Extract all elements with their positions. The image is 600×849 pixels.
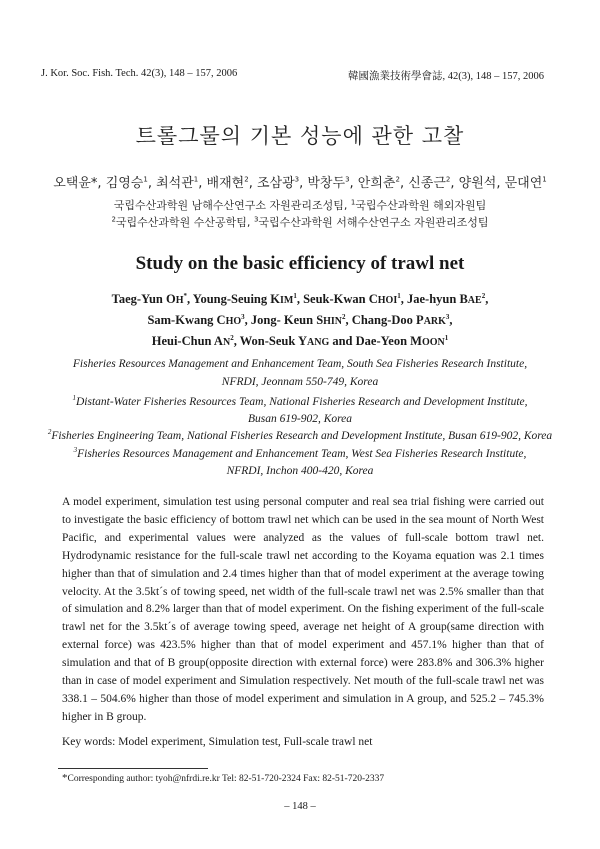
footnote-divider (58, 768, 208, 769)
korean-author-list: 오택윤*, 김영승$^1$, 최석관$^1$, 배재현$^2$, 조삼광$^3$, 박창두$^3$, 안희춘$^2$, 신종근$^2$, 양원석, 문대연$^1$ (53, 175, 547, 191)
affiliation-marker: 1 (293, 292, 297, 300)
abstract-line: Simulation respectively. Net mouth of the full-scale trawl net was 338.1 – 504.6% higher than those of (62, 675, 544, 705)
abstract-line: simulation and 2.4 times higher than that of model experiment at the average towing velocity. At the 3.5kt´s (62, 567, 544, 598)
english-affiliation (0, 442, 600, 481)
affiliation-marker: 3 (241, 313, 245, 321)
author-surname: OON (421, 337, 445, 349)
abstract-line: average towing speed, average net height of A group(same direction with external force) was 423.5% higher (62, 621, 545, 652)
abstract-line: A model experiment, simulation test using personal computer and real sea trial fishing were carried out to (62, 496, 544, 526)
author-given-name: Young-Seuing (192, 292, 271, 307)
english-affiliation (0, 390, 600, 429)
author-surname-initial: B (459, 292, 468, 307)
keywords: Key words: Model experiment, Simulation test, Full-scale trawl net (62, 736, 373, 748)
affiliation-marker: 3 (294, 175, 300, 184)
author-surname: IM (280, 295, 294, 307)
author-name-ko: 조삼광 (256, 176, 295, 191)
affiliation-marker: 3 (445, 313, 450, 321)
affiliation-marker: 2 (342, 313, 346, 321)
affiliation-marker: 2 (47, 428, 52, 436)
author-surname: N (222, 337, 231, 349)
author-name-ko: 신종근 (408, 176, 446, 191)
author-given-name: Sam-Kwang (147, 313, 217, 328)
abstract-line: resistance for the full-scale trawl net according to the Koyama equation was 2.1 times higher than that of (62, 549, 544, 580)
author-surname-initial: A (213, 334, 223, 349)
author-name-ko: 배재현 (206, 176, 245, 191)
affiliation-text: NFRDI, Inchon 400-420, Korea (226, 465, 374, 478)
abstract-line: than that of model experiment and 457.1% higher than that of simulation and that of B group(opposite (62, 639, 544, 670)
journal-header-right: 韓國漁業技術學會誌, 42(3), 148 – 157, 2006 (348, 71, 544, 82)
affiliation-text: Fisheries Engineering Team, National Fisheries Research and Development Institute, Busan 619-902, Korea (51, 429, 553, 442)
author-surname: AE (467, 295, 482, 307)
abstract-line: Pacific, and experimental values were analyzed as the values of full-scale bottom trawl net. Hydrodynamic (62, 531, 544, 562)
affiliation-marker: 3 (253, 215, 259, 224)
footnote-text: Corresponding author: tyoh@nfrdi.re.kr Tel: 82-51-720-2324 Fax: 82-51-720-2337 (67, 774, 385, 784)
english-author-line-1: Taeg-Yun OH*, Young-Seuing KIM$^1$, Seuk-Kwan CHOI$^1$, Jae-hyun BAE$^2$, (111, 292, 489, 307)
abstract-line: model experiment and simulation in A group, and 525.2 – 745.3% higher in B group. (62, 692, 544, 723)
affiliation-text: Distant-Water Fisheries Resources Team, National Fisheries Research and Development Institute, (75, 395, 528, 408)
author-name-ko: 문대연 (504, 176, 543, 191)
affiliation-marker: 3 (345, 175, 350, 184)
korean-affiliation: 국립수산과학원 남해수산연구소 자원관리조성팀, (113, 199, 348, 212)
author-surname-initial: M (410, 334, 422, 349)
author-name-ko: 양원석 (458, 176, 497, 191)
author-connector: and (332, 334, 353, 349)
author-surname-initial: P (416, 313, 424, 328)
author-surname-initial: S (316, 313, 324, 328)
affiliation-marker: 1 (72, 394, 76, 402)
author-given-name: Jong- Keun (250, 313, 317, 328)
author-surname-initial: O (165, 292, 176, 307)
english-author-line-2: Sam-Kwang CHO$^3$, Jong- Keun SHIN$^2$, Chang-Doo PARK$^3$, (147, 313, 453, 328)
author-name-ko: 오택윤* (53, 176, 98, 191)
author-name-ko: 박창두 (307, 176, 346, 191)
korean-affiliation-line-2 (0, 214, 600, 230)
english-author-line-3: Heui-Chun $AN^2$, Won-Seuk YANG and Dae-Yeon MOON$^1$ (151, 334, 449, 349)
author-surname: HIN (323, 316, 343, 328)
affiliation-marker: 1 (397, 292, 401, 300)
affiliation-marker: 2 (230, 334, 234, 342)
korean-affiliation: 국립수산과학원 수산공학팀, (115, 216, 251, 229)
author-name-ko: 김영승 (105, 176, 144, 191)
author-given-name: Chang-Doo (351, 313, 417, 328)
author-name-ko: 최석관 (156, 176, 194, 191)
author-given-name: Taeg-Yun (111, 292, 166, 307)
author-surname: HOI (377, 295, 398, 307)
korean-title: 트롤그물의 기본 성능에 관한 고찰 (135, 124, 465, 148)
abstract-line: investigate the basic efficiency of bottom trawl net which can be used in the sea mount of North West (74, 513, 544, 526)
korean-affiliation-line-1 (0, 197, 600, 213)
affiliation-text: Fisheries Resources Management and Enhancement Team, South Sea Fisheries Research Institute, (72, 358, 528, 370)
affiliation-marker: * (183, 292, 187, 300)
author-surname: ARK (423, 316, 446, 328)
affiliation-text: NFRDI, Jeonnam 550-749, Korea (221, 375, 379, 388)
journal-header-left: J. Kor. Soc. Fish. Tech. 42(3), 148 – 157, 2006 (41, 68, 238, 79)
abstract (62, 494, 544, 727)
affiliation-text: Fisheries Resources Management and Enhancement Team, West Sea Fisheries Research Institute, (77, 447, 527, 460)
author-given-name: Seuk-Kwan (303, 292, 369, 307)
page-number: – 148 – (284, 801, 316, 812)
affiliation-text: Busan 619-902, Korea (247, 413, 353, 426)
korean-affiliation: 국립수산과학원 서해수산연구소 자원관리조성팀 (258, 216, 489, 229)
author-surname-initial: Y (297, 334, 307, 349)
affiliation-marker: 1 (350, 198, 356, 207)
author-surname: HO (225, 316, 242, 328)
author-surname: H (175, 295, 184, 307)
author-given-name: Dae-Yeon (355, 334, 411, 349)
abstract-line: larger than that of model experiment. On the fishing experiment of the full-scale trawl net for the 3.5kt´s of (62, 603, 544, 634)
affiliation-marker: 1 (193, 175, 199, 184)
korean-affiliation: 국립수산과학원 해외자원팀 (355, 199, 487, 212)
footnote-star: * (62, 772, 68, 784)
abstract-line: of towing speed, net width of the full-scale trawl net was 2.5% smaller than that of simulation and 8.2% (62, 585, 544, 616)
english-title: Study on the basic efficiency of trawl net (135, 253, 465, 274)
author-surname-initial: C (368, 292, 378, 307)
author-given-name: Jae-hyun (406, 292, 460, 307)
author-name-ko: 안희춘 (357, 176, 396, 191)
affiliation-marker: 1 (444, 334, 449, 342)
english-affiliation (0, 356, 600, 391)
affiliation-marker: 1 (143, 175, 148, 184)
affiliation-marker: 3 (73, 446, 78, 454)
affiliation-marker: 2 (395, 175, 400, 184)
footnote (62, 772, 384, 784)
author-surname-initial: K (270, 292, 280, 307)
affiliation-marker: 2 (111, 215, 116, 224)
author-given-name: Won-Seuk (239, 334, 298, 349)
affiliation-marker: 2 (481, 292, 486, 300)
affiliation-marker: 2 (244, 175, 249, 184)
affiliation-marker: 2 (445, 175, 451, 184)
affiliation-marker: 1 (542, 175, 547, 184)
author-surname: ANG (307, 337, 330, 349)
abstract-line: direction with external force) were 283.8% and 306.3% higher than in case of model experiment and (62, 657, 544, 688)
author-given-name: Heui-Chun (151, 334, 214, 349)
author-surname-initial: C (216, 313, 226, 328)
